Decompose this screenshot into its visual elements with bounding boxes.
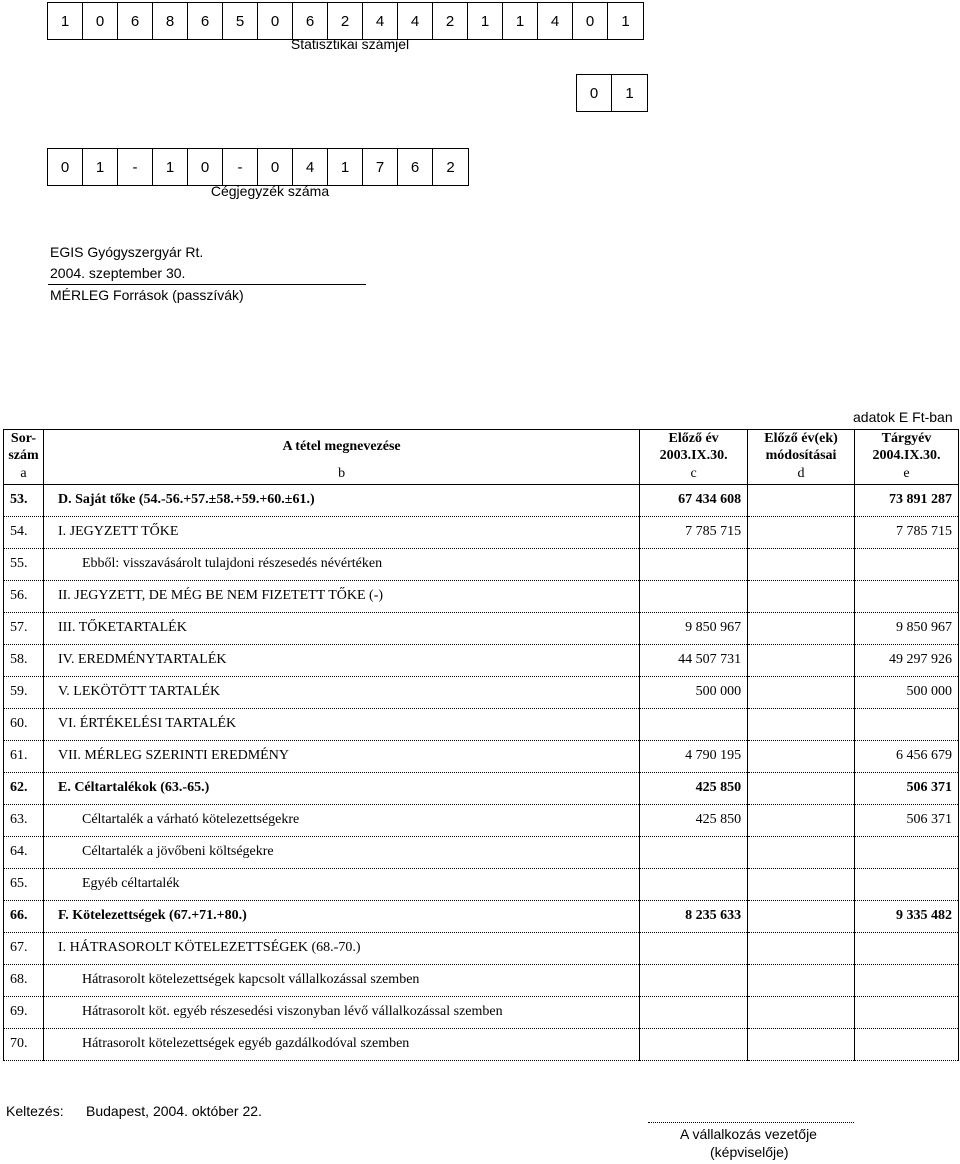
statistical-number-digit-box: 2 — [433, 3, 468, 39]
row-label: Hátrasorolt köt. egyéb részesedési viszonyban lévő vállalkozással szemben — [43, 996, 639, 1028]
company-registration-boxes — [47, 148, 469, 186]
statistical-number-digit-box: 4 — [363, 3, 398, 39]
units-note: adatok E Ft-ban — [853, 409, 953, 425]
row-previous-year-value — [640, 708, 748, 740]
table-row — [4, 772, 959, 804]
row-modification-value — [748, 612, 855, 644]
row-current-year-value: 7 785 715 — [855, 516, 959, 548]
column-letter: e — [855, 464, 959, 484]
row-number: 56. — [4, 580, 44, 612]
row-previous-year-value — [640, 836, 748, 868]
row-label: Egyéb céltartalék — [43, 868, 639, 900]
row-previous-year-value: 67 434 608 — [640, 484, 748, 516]
row-current-year-value: 9 335 482 — [855, 900, 959, 932]
row-number: 61. — [4, 740, 44, 772]
row-number: 54. — [4, 516, 44, 548]
row-current-year-value — [855, 1028, 959, 1060]
form-code-digit-box: 1 — [625, 84, 634, 102]
row-label: Hátrasorolt kötelezettségek egyéb gazdálkodóval szemben — [43, 1028, 639, 1060]
row-current-year-value — [855, 932, 959, 964]
row-label: VII. MÉRLEG SZERINTI EREDMÉNY — [43, 740, 639, 772]
statistical-number-digit-box: 0 — [573, 3, 608, 39]
form-code-boxes — [576, 74, 648, 112]
row-label: Céltartalék a várható kötelezettségekre — [43, 804, 639, 836]
row-previous-year-value — [640, 932, 748, 964]
row-number: 65. — [4, 868, 44, 900]
header-current-year: Tárgyév 2004.IX.30. — [855, 430, 959, 465]
row-previous-year-value: 8 235 633 — [640, 900, 748, 932]
company-registration-digit-box: 1 — [328, 149, 363, 185]
row-current-year-value: 500 000 — [855, 676, 959, 708]
row-label: IV. EREDMÉNYTARTALÉK — [43, 644, 639, 676]
table-row — [4, 708, 959, 740]
row-label: Céltartalék a jövőbeni költségekre — [43, 836, 639, 868]
row-current-year-value: 6 456 679 — [855, 740, 959, 772]
table-row — [4, 1028, 959, 1060]
company-registration-digit-box: - — [118, 149, 153, 185]
row-current-year-value — [855, 548, 959, 580]
balance-sheet-table — [3, 429, 959, 1061]
report-date: 2004. szeptember 30. — [50, 265, 186, 281]
table-row — [4, 484, 959, 516]
row-modification-value — [748, 580, 855, 612]
row-current-year-value: 506 371 — [855, 772, 959, 804]
row-number: 62. — [4, 772, 44, 804]
form-code-digit-box: 0 — [577, 75, 612, 111]
row-label: V. LEKÖTÖTT TARTALÉK — [43, 676, 639, 708]
row-previous-year-value: 425 850 — [640, 804, 748, 836]
statistical-number-caption: Statisztikai számjel — [290, 36, 410, 52]
row-number: 70. — [4, 1028, 44, 1060]
row-label: II. JEGYZETT, DE MÉG BE NEM FIZETETT TŐKE (-) — [43, 580, 639, 612]
header-item-name: A tétel megnevezése — [43, 430, 639, 465]
statistical-number-digit-box: 6 — [188, 3, 223, 39]
row-label: E. Céltartalékok (63.-65.) — [43, 772, 639, 804]
row-label: I. HÁTRASOROLT KÖTELEZETTSÉGEK (68.-70.) — [43, 932, 639, 964]
column-letter-row — [4, 464, 959, 484]
row-modification-value — [748, 708, 855, 740]
statistical-number-digit-box: 4 — [398, 3, 433, 39]
company-registration-digit-box: 4 — [293, 149, 328, 185]
row-number: 66. — [4, 900, 44, 932]
row-current-year-value: 506 371 — [855, 804, 959, 836]
table-row — [4, 868, 959, 900]
company-registration-digit-box: 0 — [188, 149, 223, 185]
row-modification-value — [748, 964, 855, 996]
row-modification-value — [748, 644, 855, 676]
statistical-number-digit-box: 8 — [153, 3, 188, 39]
row-label: Hátrasorolt kötelezettségek kapcsolt vállalkozással szemben — [43, 964, 639, 996]
statistical-number-digit-box: 4 — [538, 3, 573, 39]
table-header-row — [4, 430, 959, 465]
row-previous-year-value — [640, 1028, 748, 1060]
row-label: VI. ÉRTÉKELÉSI TARTALÉK — [43, 708, 639, 740]
table-row — [4, 804, 959, 836]
table-row — [4, 964, 959, 996]
signer-title: A vállalkozás vezetője — [680, 1126, 817, 1142]
row-current-year-value — [855, 996, 959, 1028]
row-previous-year-value: 9 850 967 — [640, 612, 748, 644]
statistical-number-digit-box: 5 — [223, 3, 258, 39]
row-label: Ebből: visszavásárolt tulajdoni részesedés névértéken — [43, 548, 639, 580]
row-previous-year-value — [640, 580, 748, 612]
row-current-year-value — [855, 964, 959, 996]
row-modification-value — [748, 900, 855, 932]
statistical-number-digit-box: 1 — [621, 12, 630, 30]
signature-line — [648, 1122, 854, 1123]
table-row — [4, 836, 959, 868]
header-previous-year: Előző év 2003.IX.30. — [640, 430, 748, 465]
row-current-year-value: 73 891 287 — [855, 484, 959, 516]
row-previous-year-value — [640, 964, 748, 996]
row-modification-value — [748, 548, 855, 580]
header-row-number: Sor- szám — [4, 430, 44, 465]
company-registration-digit-box: 1 — [153, 149, 188, 185]
statistical-number-digit-box: 6 — [118, 3, 153, 39]
company-registration-digit-box: 7 — [363, 149, 398, 185]
column-letter: b — [43, 464, 639, 484]
row-modification-value — [748, 484, 855, 516]
row-number: 57. — [4, 612, 44, 644]
table-row — [4, 676, 959, 708]
row-modification-value — [748, 772, 855, 804]
company-registration-digit-box: 6 — [398, 149, 433, 185]
statistical-number-digit-box: 1 — [503, 3, 538, 39]
row-previous-year-value: 500 000 — [640, 676, 748, 708]
row-number: 58. — [4, 644, 44, 676]
table-row — [4, 516, 959, 548]
row-previous-year-value: 7 785 715 — [640, 516, 748, 548]
column-letter: d — [748, 464, 855, 484]
header-modifications: Előző év(ek) módosításai — [748, 430, 855, 465]
row-modification-value — [748, 996, 855, 1028]
row-number: 68. — [4, 964, 44, 996]
table-row — [4, 900, 959, 932]
table-row — [4, 612, 959, 644]
company-registration-digit-box: 1 — [83, 149, 118, 185]
report-title-underline — [48, 284, 366, 285]
row-modification-value — [748, 676, 855, 708]
row-number: 63. — [4, 804, 44, 836]
statistical-number-digit-box: 0 — [83, 3, 118, 39]
row-modification-value — [748, 836, 855, 868]
column-letter: c — [640, 464, 748, 484]
table-row — [4, 740, 959, 772]
row-current-year-value — [855, 836, 959, 868]
row-current-year-value — [855, 868, 959, 900]
row-number: 53. — [4, 484, 44, 516]
signer-subtitle: (képviselője) — [710, 1144, 789, 1160]
row-modification-value — [748, 868, 855, 900]
row-number: 64. — [4, 836, 44, 868]
row-modification-value — [748, 804, 855, 836]
row-current-year-value: 49 297 926 — [855, 644, 959, 676]
company-registration-digit-box: 2 — [446, 158, 455, 176]
row-number: 60. — [4, 708, 44, 740]
column-letter: a — [4, 464, 44, 484]
row-modification-value — [748, 1028, 855, 1060]
company-registration-digit-box: - — [223, 149, 258, 185]
row-previous-year-value: 44 507 731 — [640, 644, 748, 676]
row-modification-value — [748, 740, 855, 772]
row-previous-year-value — [640, 868, 748, 900]
report-title: MÉRLEG Források (passzívák) — [50, 287, 244, 303]
row-current-year-value — [855, 580, 959, 612]
row-label: F. Kötelezettségek (67.+71.+80.) — [43, 900, 639, 932]
row-number: 69. — [4, 996, 44, 1028]
row-number: 67. — [4, 932, 44, 964]
place-date-value: Budapest, 2004. október 22. — [86, 1103, 262, 1119]
company-name: EGIS Gyógyszergyár Rt. — [50, 244, 204, 260]
row-label: D. Saját tőke (54.-56.+57.±58.+59.+60.±61.) — [43, 484, 639, 516]
row-previous-year-value: 425 850 — [640, 772, 748, 804]
statistical-number-digit-box: 0 — [258, 3, 293, 39]
row-number: 59. — [4, 676, 44, 708]
row-label: III. TŐKETARTALÉK — [43, 612, 639, 644]
statistical-number-boxes — [47, 2, 644, 40]
row-previous-year-value: 4 790 195 — [640, 740, 748, 772]
statistical-number-digit-box: 1 — [48, 3, 83, 39]
company-registration-digit-box: 0 — [48, 149, 83, 185]
table-row — [4, 580, 959, 612]
statistical-number-digit-box: 6 — [293, 3, 328, 39]
row-current-year-value: 9 850 967 — [855, 612, 959, 644]
table-row — [4, 548, 959, 580]
place-date-label: Keltezés: — [6, 1103, 64, 1119]
statistical-number-digit-box: 2 — [328, 3, 363, 39]
table-row — [4, 644, 959, 676]
row-label: I. JEGYZETT TŐKE — [43, 516, 639, 548]
table-row — [4, 932, 959, 964]
row-modification-value — [748, 932, 855, 964]
row-modification-value — [748, 516, 855, 548]
row-current-year-value — [855, 708, 959, 740]
row-number: 55. — [4, 548, 44, 580]
statistical-number-digit-box: 1 — [468, 3, 503, 39]
company-registration-digit-box: 0 — [258, 149, 293, 185]
row-previous-year-value — [640, 548, 748, 580]
company-registration-caption: Cégjegyzék száma — [210, 183, 330, 199]
table-row — [4, 996, 959, 1028]
row-previous-year-value — [640, 996, 748, 1028]
